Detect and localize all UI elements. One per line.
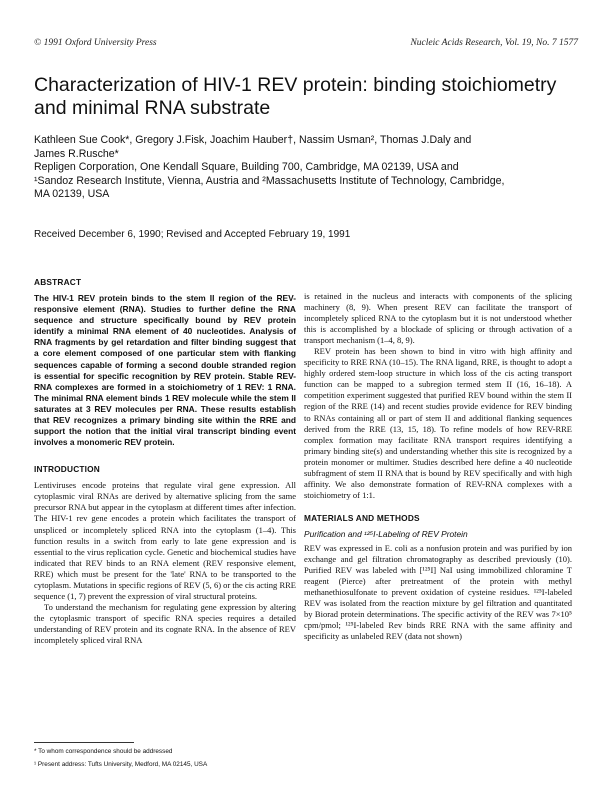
abstract-text: The HIV-1 REV protein binds to the stem II region of the REV-responsive element (RNA). Studies to further define the RNA sequence and structure specifically bound by REV protein identify a minimal RNA element of 40 nucleotides. Analysis of RNA fragments by gel retardation and filter binding suggest that a core element composed of one particular stem with flanking sequences capable of forming a second double stranded region is essential for specific recognition by REV protein. Stable REV-RNA complexes are formed in a stoichiometry of 1 REV: 1 RNA. The minimal RNA element binds 1 REV molecule while the stem II saturates at 3 REV molecules per RNA. These results establish that REV recognizes a primary binding site within the RRE and support the notion that the initial viral transcript binding event involves a monomeric REV protein. — [34, 293, 296, 448]
footnote-address: ¹ Present address: Tufts University, Medford, MA 02145, USA — [34, 761, 208, 768]
affiliation-line: ¹Sandoz Research Institute, Vienna, Austria and ²Massachusetts Institute of Technology, Cambridge, — [34, 174, 505, 187]
header-copyright: © 1991 Oxford University Press — [34, 38, 157, 48]
abstract-heading: ABSTRACT — [34, 277, 82, 287]
left-column — [34, 277, 296, 646]
footnote-divider — [34, 742, 134, 743]
affiliation-line: Repligen Corporation, One Kendall Square, Building 700, Cambridge, MA 02139, USA and — [34, 161, 459, 173]
introduction-heading: INTRODUCTION — [34, 464, 101, 475]
received-dates: Received December 6, 1990; Revised and Accepted February 19, 1991 — [34, 229, 351, 240]
methods-subheading: Purification and ¹²⁵I-Labeling of REV Protein — [304, 528, 468, 539]
paper-title: Characterization of HIV-1 REV protein: binding stoichiometry and minimal RNA substrate — [34, 74, 557, 119]
author-block — [34, 134, 582, 202]
footnote-correspondence: * To whom correspondence should be addressed — [34, 748, 173, 755]
methods-heading: MATERIALS AND METHODS — [304, 512, 420, 523]
methods-paragraph: REV was expressed in E. coli as a nonfusion protein and was purified by ion exchange and gel filtration chromatography as described previously (10). Purified REV was labeled with [¹²⁵I] NaI using immobilized chloramine T reagent (Pierce) after pretreatment of the protein with methyl methanethiosulfonate to prevent oxidation of cysteine residues. ¹²⁵I-labeled REV was isolated from the reaction mixture by gel filtration and quantitated by Biorad protein determinations. The specific activity of the REV was 7×10⁵ cpm/pmol; ¹²⁵I-labeled Rev binds RRE RNA with the same affinity and specificity as unlabeled REV (data not shown) — [304, 542, 572, 642]
right-column — [304, 291, 572, 642]
body-paragraph: REV protein has been shown to bind in vitro with high affinity and specificity to RRE RNA (10–15). The RNA ligand, RRE, is thought to adopt a highly ordered stem-loop structure in which loss of the cis acting transport function can be mapped to a subregion termed stem II (16, 16–18). A competition experiment suggested that purified REV bound within the stem II region of the RRE (14) and recent studies provide evidence for REV binding to RNAs containing all or part of stem II and additional flanking sequences derived from the RRE (13, 15, 18). To refine models of how REV-RRE complex formation may facilitate RNA transport requires identifying a primary binding site(s) and understanding whether this site is recognized by a protein monomer or multimer. Studies described here define a 40 nucleotide subfragment of stem II RNA that is bound by REV specifically and with high affinity. We also demonstrate formation of REV-RNA complexes with a stoichiometry of 1:1. — [304, 346, 572, 500]
author-line: Kathleen Sue Cook*, Gregory J.Fisk, Joachim Hauber†, Nassim Usman², Thomas J.Daly and — [34, 134, 472, 146]
body-paragraph: is retained in the nucleus and interacts with components of the splicing machinery (8, 9). When present REV can facilitate the transport of incompletely spliced RNA to the cytoplasm but it is not understood whether this is accomplished by a blockade of splicing or through activation of a transport mechanism (1–4, 8, 9). — [304, 291, 572, 346]
author-line: James R.Rusche* — [34, 147, 119, 160]
intro-paragraph: Lentiviruses encode proteins that regulate viral gene expression. All cytoplasmic viral RNAs are derived by alternative splicing from the same precursor RNA but appear in the cytoplasm at different times after infection. The HIV-1 rev gene encodes a protein which facilitates the transport of unspliced or incompletely spliced RNA into the cytoplasm (1–4). This function results in a switch from early to late gene expression and is essential to the virus replication cycle. Genetic and biochemical studies have indicated that REV binds to an RNA element (REV responsive element, RRE) which must be present for the 'late' RNA to be transported to the cytoplasm. Mutations in specific regions of REV (5, 6) or the cis acting RRE sequence (1, 7) prevent the expression of viral structural proteins. — [34, 480, 296, 601]
header-journal: Nucleic Acids Research, Vol. 19, No. 7 1577 — [410, 38, 578, 48]
affiliation-line: MA 02139, USA — [34, 188, 110, 200]
intro-paragraph: To understand the mechanism for regulating gene expression by altering the cytoplasmic transport of specific RNA species requires a detailed understanding of REV protein and its cognate RNA. In the absence of REV incompletely spliced viral RNA — [34, 601, 296, 645]
